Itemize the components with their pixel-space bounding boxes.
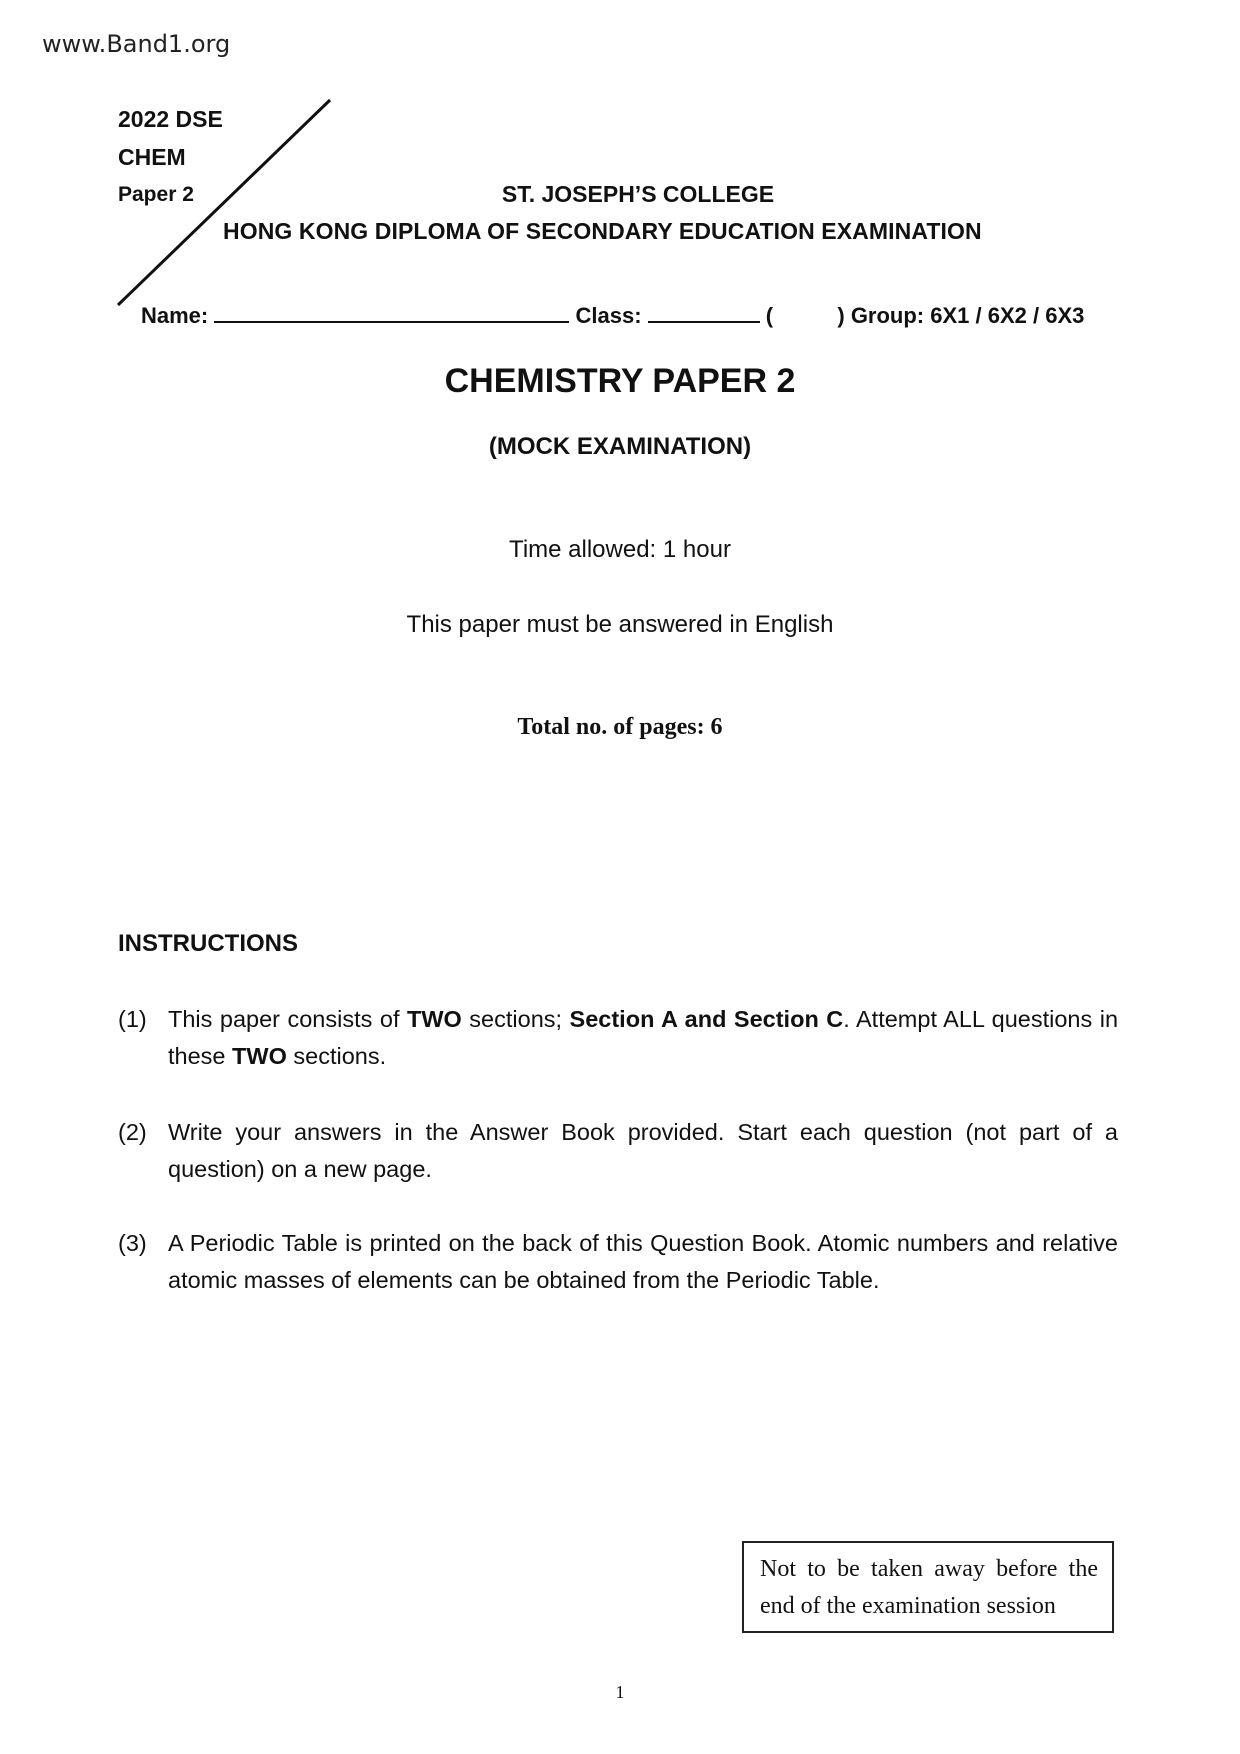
instruction-item: [118, 1001, 1118, 1075]
student-fields: [141, 303, 1084, 329]
name-label: Name:: [141, 303, 209, 328]
notice-box: Not to be taken away before the end of the examination session: [742, 1541, 1114, 1633]
corner-paper: Paper 2: [118, 183, 194, 206]
instruction-text: A Periodic Table is printed on the back of this Question Book. Atomic numbers and relative atomic masses of elements can be obtained from the Periodic Table.: [168, 1230, 1118, 1293]
class-label: Class:: [575, 303, 642, 328]
instruction-item: [118, 1225, 1118, 1299]
instruction-number: (1): [118, 1006, 147, 1032]
class-blank[interactable]: [648, 303, 760, 323]
group-label: ) Group: 6X1 / 6X2 / 6X3: [837, 303, 1085, 328]
paper-subtitle: (MOCK EXAMINATION): [488, 433, 752, 460]
instruction-item: [118, 1114, 1118, 1188]
instruction-text: This paper consists of TWO sections; Section A and Section C. Attempt ALL questions in these TWO sections.: [168, 1006, 1119, 1069]
school-name: ST. JOSEPH’S COLLEGE: [501, 181, 775, 207]
corner-year: 2022 DSE: [118, 106, 223, 132]
instruction-text: Write your answers in the Answer Book provided. Start each question (not part of a question) on a new page.: [168, 1119, 1118, 1182]
class-number-open: (: [765, 303, 774, 328]
page-number: 1: [615, 1682, 625, 1702]
total-pages: Total no. of pages: 6: [517, 714, 723, 740]
instructions-heading: INSTRUCTIONS: [118, 930, 298, 957]
language-note: This paper must be answered in English: [406, 611, 834, 638]
time-allowed: Time allowed: 1 hour: [509, 536, 731, 563]
exam-name: HONG KONG DIPLOMA OF SECONDARY EDUCATION EXAMINATION: [223, 218, 982, 244]
instruction-number: (3): [118, 1230, 147, 1256]
name-blank[interactable]: [214, 303, 569, 323]
instruction-number: (2): [118, 1119, 147, 1145]
watermark: www.Band1.org: [42, 30, 231, 58]
paper-title: CHEMISTRY PAPER 2: [444, 362, 796, 400]
corner-subject: CHEM: [118, 144, 186, 170]
